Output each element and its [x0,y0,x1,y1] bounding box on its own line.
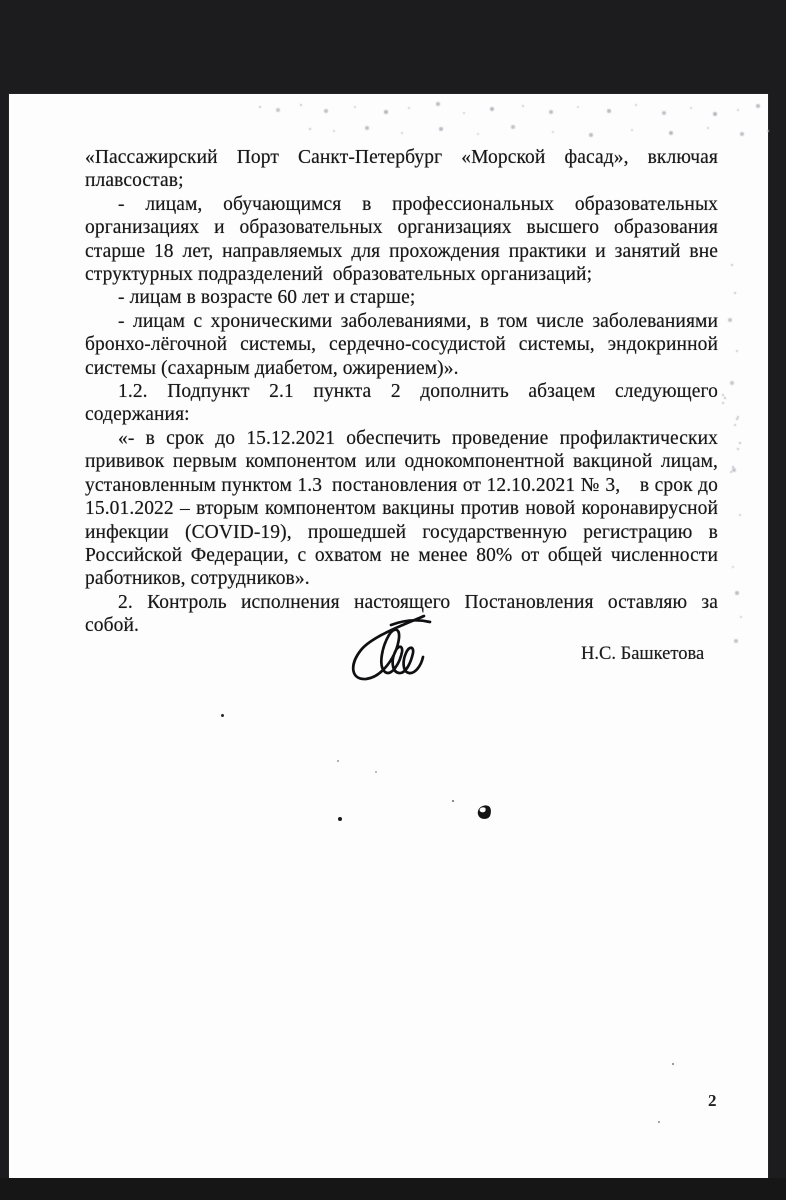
paragraph: 1.2. Подпункт 2.1 пункта 2 дополнить абзацем следующего содержания: [85,381,718,426]
scan-noise-right-margin [731,264,733,266]
scan-speck [658,1121,660,1123]
scan-noise-top [259,106,261,108]
paragraph: - лицам в возрасте 60 лет и старше; [118,287,416,309]
signature [336,610,456,688]
scan-noise-top [309,128,311,130]
document-text [85,146,718,638]
scan-speck [338,817,342,821]
scan-speck [337,760,339,762]
paragraph: «- в срок до 15.12.2021 обеспечить проведение профилактических прививок первым компонентом или однокомпонентной вакциной лицам, установленным пунктом 1.3 постановления от 12.10.2021 № 3, в срок до 15.01.2022 – вторым компонентом вакцины против новой коронавирусной инфекции (COVID-19), прошедшей государственную регистрацию в Российской Федерации, с охватом не менее 80% от общей численности работников, сотрудников». [85,427,718,590]
paragraph: - лицам, обучающимся в профессиональных образовательных организациях и образовательных организациях высшего образования старше 18 лет, направляемых для прохождения практики и занятий вне структурных подразделений образовательных организаций; [85,193,718,286]
scan-speck [672,1063,674,1065]
paragraph: «Пассажирский Порт Санкт-Петербург «Морской фасад», включая плавсостав; [85,147,718,192]
paragraph: 2. Контроль исполнения настоящего Постановления оставляю за собой. [85,591,718,637]
page-number: 2 [708,1091,717,1110]
paragraph: - лицам с хроническими заболеваниями, в том числе заболеваниями бронхо-лёгочной системы, сердечно-сосудистой системы, эндокринной системы (сахарным диабетом, ожирением)». [85,310,718,379]
signatory-name: Н.С. Башкетова [581,644,705,664]
scan-speck [452,800,454,802]
scan-noise-margin-marks [722,394,724,396]
document-page [9,94,768,1179]
scan-speck [375,771,377,773]
ink-blot [476,803,493,820]
scan-speck [221,714,224,717]
